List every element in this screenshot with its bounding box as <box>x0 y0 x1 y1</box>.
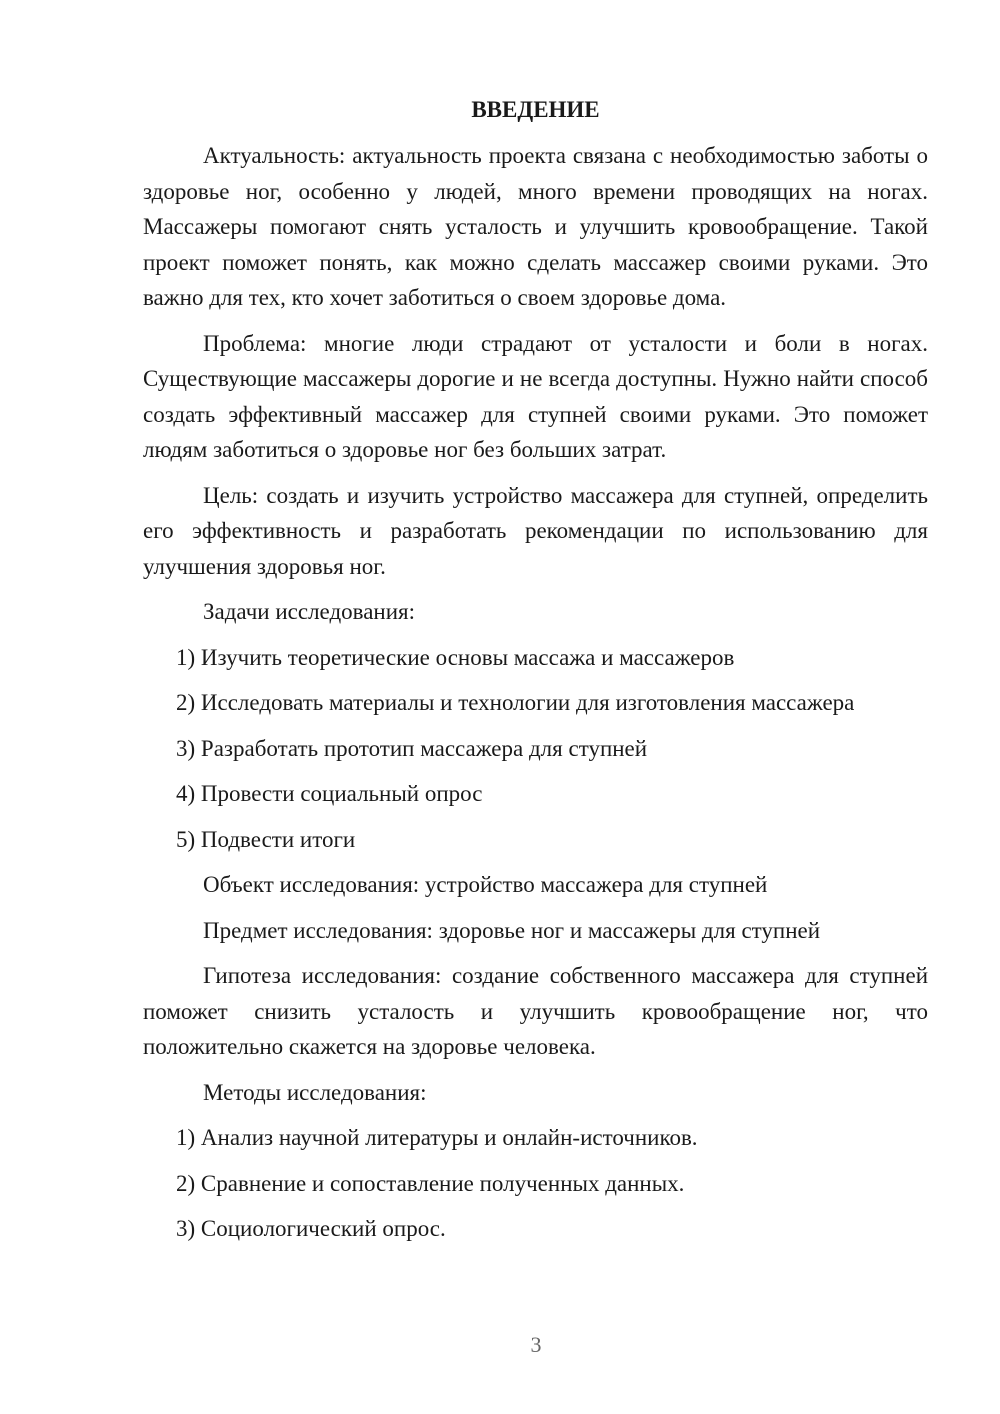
section-title: ВВЕДЕНИЕ <box>471 97 600 122</box>
paragraph-hypothesis: Гипотеза исследования: создание собственного массажера для ступней поможет снизить усталость и улучшить кровообращение ног, что положительно скажется на здоровье человека. <box>143 963 928 1059</box>
paragraph-problem: Проблема: многие люди страдают от усталости и боли в ногах. Существующие массажеры дорогие и не всегда доступны. Нужно найти способ создать эффективный массажер для ступней своими руками. Это поможет людям заботиться о здоровье ног без больших затрат. <box>143 330 928 462</box>
method-item-2: 2) Сравнение и сопоставление полученных данных. <box>176 1170 685 1196</box>
page-content <box>143 92 928 1257</box>
page-number: 3 <box>530 1332 542 1357</box>
task-item-2: 2) Исследовать материалы и технологии для изготовления массажера <box>176 690 855 715</box>
research-subject: Предмет исследования: здоровье ног и массажеры для ступней <box>203 917 821 943</box>
task-item-3: 3) Разработать прототип массажера для ступней <box>176 735 648 761</box>
tasks-label: Задачи исследования: <box>203 599 416 624</box>
methods-label: Методы исследования: <box>203 1079 427 1105</box>
paragraph-relevance: Актуальность: актуальность проекта связана с необходимостью заботы о здоровье ног, особенно у людей, много времени проводящих на ногах. Массажеры помогают снять усталость и улучшить кровообращение. Такой проект поможет понять, как можно сделать массажер своими руками. Это важно для тех, кто хочет заботиться о своем здоровье дома. <box>143 143 928 310</box>
method-item-1: 1) Анализ научной литературы и онлайн-источников. <box>176 1125 698 1150</box>
method-item-3: 3) Социологический опрос. <box>176 1216 446 1241</box>
task-item-4: 4) Провести социальный опрос <box>176 781 483 806</box>
task-item-1: 1) Изучить теоретические основы массажа и массажеров <box>176 644 735 670</box>
paragraph-goal: Цель: создать и изучить устройство массажера для ступней, определить его эффективность и разработать рекомендации по использованию для улучшения здоровья ног. <box>143 482 928 579</box>
research-object: Объект исследования: устройство массажера для ступней <box>203 872 768 897</box>
task-item-5: 5) Подвести итоги <box>176 826 356 852</box>
